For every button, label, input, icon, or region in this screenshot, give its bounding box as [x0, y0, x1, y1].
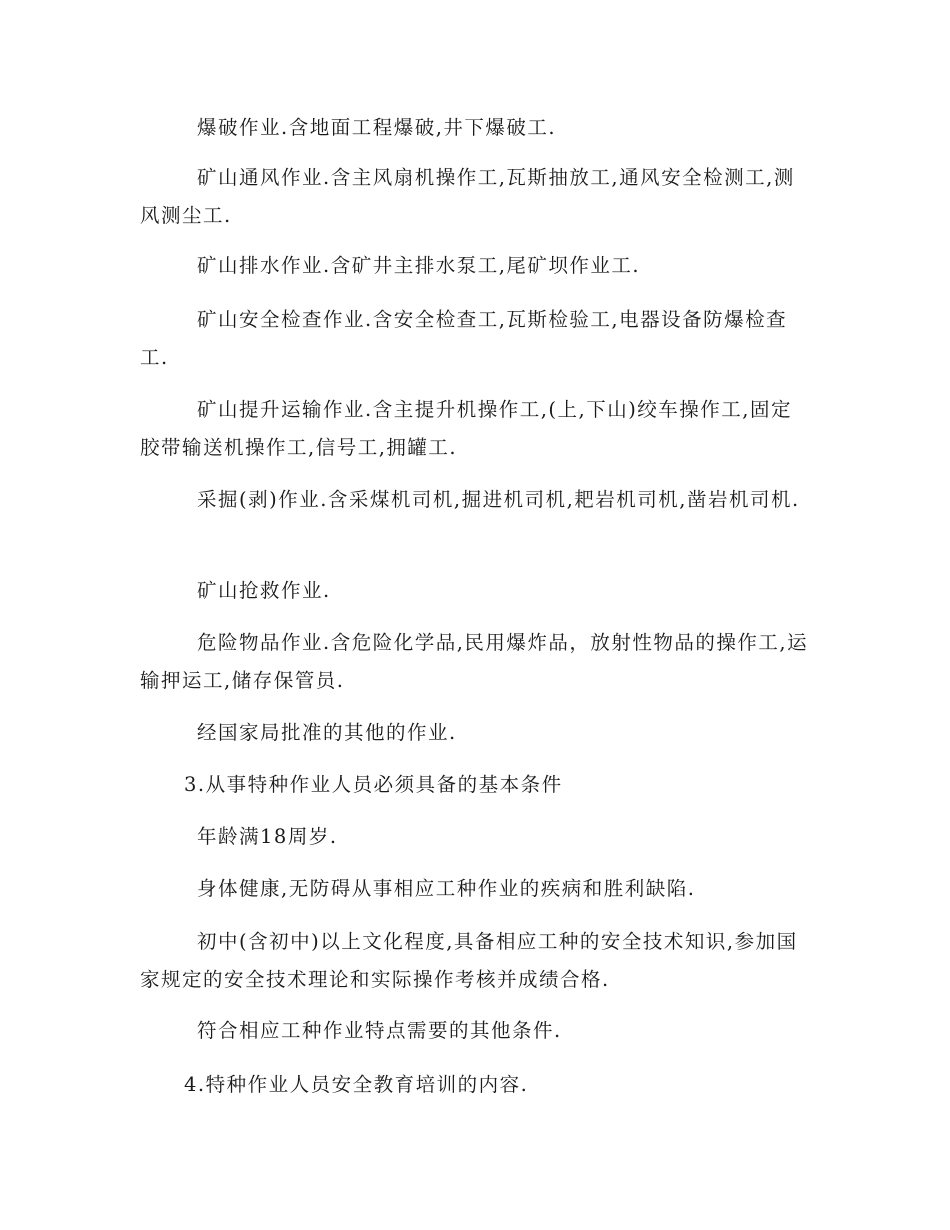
- paragraph-drainage: 矿山排水作业.含矿井主排水泵工,尾矿坝作业工.: [197, 254, 641, 277]
- section-heading-4: 4.特种作业人员安全教育培训的内容.: [184, 1073, 529, 1096]
- paragraph-age: 年龄满18周岁.: [197, 825, 338, 848]
- section-heading-3: 3.从事特种作业人员必须具备的基本条件: [184, 773, 563, 796]
- paragraph-rescue: 矿山抢救作业.: [197, 579, 331, 602]
- paragraph-blasting: 爆破作业.含地面工程爆破,井下爆破工.: [197, 116, 557, 139]
- paragraph-education: 初中(含初中)以上文化程度,具备相应工种的安全技术知识,参加国家规定的安全技术理论和实际操作考核并成绩合格.: [140, 930, 798, 991]
- paragraph-hoisting-transport: 矿山提升运输作业.含主提升机操作工,(上,下山)绞车操作工,固定胶带输送机操作工,信号工,拥罐工.: [140, 398, 793, 459]
- paragraph-ventilation: 矿山通风作业.含主风扇机操作工,瓦斯抽放工,通风安全检测工,测风测尘工.: [140, 166, 795, 227]
- paragraph-other-operations: 经国家局批准的其他的作业.: [197, 721, 457, 744]
- paragraph-other-conditions: 符合相应工种作业特点需要的其他条件.: [197, 1019, 562, 1042]
- paragraph-excavation: 采掘(剥)作业.含采煤机司机,掘进机司机,耙岩机司机,凿岩机司机.: [197, 488, 800, 511]
- paragraph-safety-inspection: 矿山安全检查作业.含安全检查工,瓦斯检验工,电器设备防爆检查工.: [140, 308, 788, 369]
- paragraph-health: 身体健康,无防碍从事相应工种作业的疾病和胜利缺陷.: [197, 877, 696, 900]
- paragraph-hazardous-materials: 危险物品作业.含危险化学品,民用爆炸品，放射性物品的操作工,运输押运工,储存保管员.: [140, 631, 809, 692]
